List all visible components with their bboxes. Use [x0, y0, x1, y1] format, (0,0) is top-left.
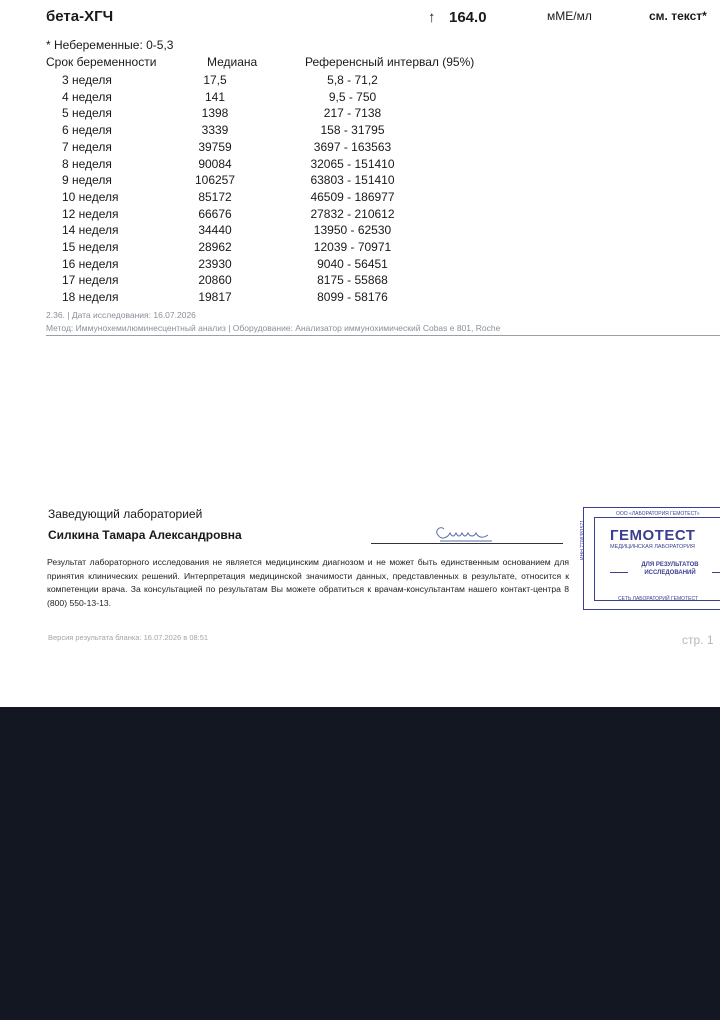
row-reference-range: 158 - 31795	[320, 123, 385, 138]
row-reference-range: 3697 - 163563	[313, 139, 392, 154]
stamp-subtitle: МЕДИЦИНСКАЯ ЛАБОРАТОРИЯ	[610, 544, 695, 550]
header-median: Медиана	[207, 55, 258, 69]
row-median: 141	[204, 89, 226, 104]
stamp-brand: ГЕМОТЕСТ	[610, 527, 696, 544]
row-median: 19817	[198, 290, 232, 305]
row-median: 66676	[198, 206, 232, 221]
row-week: 16 неделя	[62, 256, 119, 271]
row-median: 3339	[201, 123, 229, 138]
row-week: 17 неделя	[62, 273, 119, 288]
row-week: 14 неделя	[62, 223, 119, 238]
row-week: 5 неделя	[62, 106, 112, 121]
row-week: 3 неделя	[62, 73, 112, 87]
row-reference-range: 12039 - 70971	[313, 240, 392, 254]
lab-stamp	[580, 507, 720, 610]
handwritten-signature	[432, 523, 502, 550]
header-reference-interval: Референсный интервал (95%)	[305, 55, 475, 69]
lab-head-title: Заведующий лабораторией	[48, 507, 203, 521]
stamp-bottom-text: СЕТЬ ЛАБОРАТОРИЙ ГЕМОТЕСТ	[618, 596, 698, 602]
row-median: 106257	[194, 173, 236, 188]
signature-line	[371, 543, 563, 544]
non-pregnant-note: * Небеременные: 0-5,3	[46, 38, 174, 52]
row-median: 85172	[198, 189, 232, 204]
row-reference-range: 32065 - 151410	[310, 156, 395, 171]
row-median: 90084	[198, 156, 232, 171]
reference-note: см. текст*	[649, 9, 707, 23]
row-median: 1398	[201, 106, 229, 121]
header-gestation-week: Срок беременности	[46, 55, 157, 69]
row-median: 17,5	[203, 73, 227, 87]
dark-background-area	[0, 707, 720, 1020]
row-reference-range: 27832 - 210612	[310, 206, 395, 221]
row-reference-range: 46509 - 186977	[310, 189, 395, 204]
row-reference-range: 8099 - 58176	[317, 290, 388, 305]
row-week: 7 неделя	[62, 139, 112, 154]
row-week: 12 неделя	[62, 206, 119, 221]
lab-head-name: Силкина Тамара Александровна	[48, 528, 242, 542]
row-median: 34440	[198, 223, 232, 238]
row-week: 4 неделя	[62, 89, 112, 104]
row-week: 6 неделя	[62, 123, 112, 138]
stamp-top-text: ООО «ЛАБОРАТОРИЯ ГЕМОТЕСТ»	[616, 511, 700, 517]
row-median: 28962	[198, 240, 232, 254]
row-week: 15 неделя	[62, 240, 119, 254]
result-units: мМЕ/мл	[547, 9, 592, 23]
result-value: 164.0	[449, 9, 487, 26]
test-name: бета-ХГЧ	[46, 8, 114, 25]
page-number: стр. 1	[682, 633, 714, 647]
row-reference-range: 13950 - 62530	[313, 223, 392, 238]
row-reference-range: 9040 - 56451	[317, 256, 388, 271]
row-reference-range: 217 - 7138	[323, 106, 382, 121]
divider	[46, 335, 720, 336]
arrow-up-icon: ↑	[428, 9, 436, 26]
stamp-inn: ИНН 7708381571	[580, 519, 586, 560]
row-week: 10 неделя	[62, 189, 119, 204]
row-median: 39759	[198, 139, 232, 154]
disclaimer-text: Результат лабораторного исследования не является медицинским диагнозом и не может быть единственным основанием для принятия клинических решений. Интерпретация медицинской значимости данных, представленных в результате, относится к компетенции врача. За консультацией по результатам Вы можете обратиться к врачам-консультантам нашего контакт-центра 8 (800) 550-13-13.	[47, 557, 569, 608]
row-week: 9 неделя	[62, 173, 112, 188]
row-week: 18 неделя	[62, 290, 119, 305]
form-version: Версия результата бланка: 16.07.2026 в 08:51	[48, 633, 209, 642]
row-week: 8 неделя	[62, 156, 112, 171]
method-equipment: Метод: Иммунохемилюминесцентный анализ | Оборудование: Анализатор иммунохимический Cobas e 801, Roche	[46, 323, 501, 333]
row-reference-range: 9,5 - 750	[328, 89, 377, 104]
row-reference-range: 8175 - 55868	[317, 273, 388, 288]
row-reference-range: 63803 - 151410	[310, 173, 395, 188]
study-date: 2.36. | Дата исследования: 16.07.2026	[46, 310, 196, 320]
row-reference-range: 5,8 - 71,2	[327, 73, 378, 87]
row-median: 23930	[198, 256, 232, 271]
stamp-middle-text: ДЛЯ РЕЗУЛЬТАТОВ ИССЛЕДОВАНИЙ	[641, 562, 699, 576]
row-median: 20860	[198, 273, 232, 288]
